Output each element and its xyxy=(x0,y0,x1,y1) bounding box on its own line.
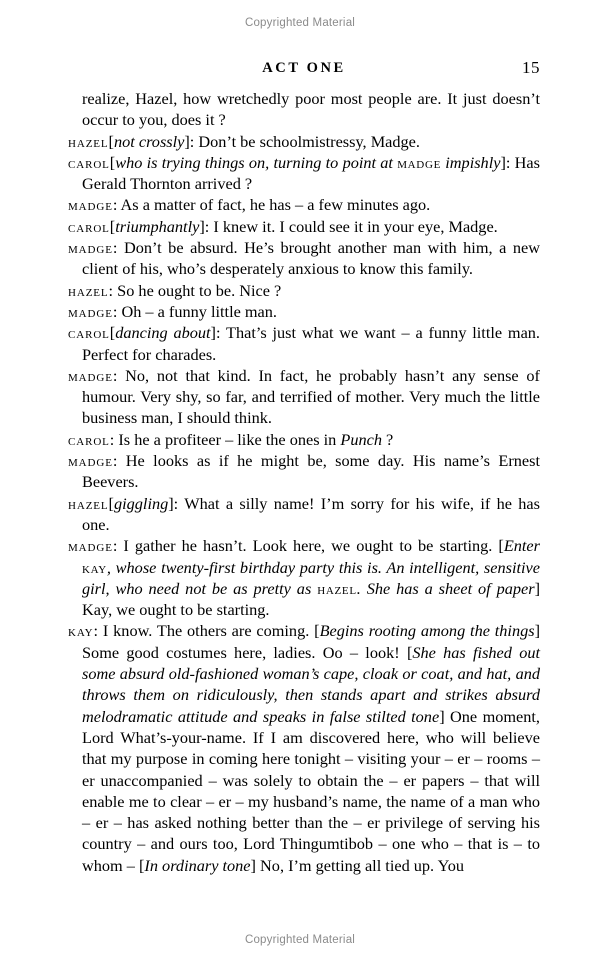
bracket-open: [ xyxy=(108,131,114,151)
stage-direction: triumphantly xyxy=(115,216,200,236)
stage-direction: dancing about xyxy=(115,323,211,343)
speech-line xyxy=(68,216,540,237)
stage-direction: In ordinary tone xyxy=(144,855,251,875)
speech-text: Oh – a funny little man. xyxy=(121,301,277,321)
speech-text: I know. The others are coming. xyxy=(102,621,310,641)
cue-colon: : xyxy=(173,493,179,513)
cue-colon: : xyxy=(112,238,118,258)
speech-text: Don’t be absurd. He’s brought another man with him, a new client of his, who’s desperately anxious to know this family. xyxy=(82,238,540,279)
speech-line xyxy=(68,152,540,195)
character-cue: madge xyxy=(68,451,113,471)
bracket-open: [ xyxy=(109,216,116,236)
speech-line xyxy=(68,450,540,493)
character-cue: carol xyxy=(68,152,110,172)
cue-colon: : xyxy=(109,429,115,449)
cue-colon: : xyxy=(505,152,511,172)
speech-line xyxy=(68,429,540,450)
character-cue: carol xyxy=(68,216,110,236)
bracket-open: [ xyxy=(406,642,413,662)
stage-direction: who is trying things on, turning to point at xyxy=(115,152,398,172)
bracket-close: ] xyxy=(534,578,541,598)
speech-text: Some good costumes here, ladies. Oo – look! xyxy=(82,642,400,662)
stage-direction: , whose twenty-first birthday party this is. An intelligent, sensitive girl, who need not be as pretty as xyxy=(82,557,540,598)
cue-colon: : xyxy=(112,365,118,385)
speech-line xyxy=(68,280,540,301)
character-cue: hazel xyxy=(68,131,109,151)
speech-text: I gather he hasn’t. Look here, we ought to be starting. xyxy=(123,536,493,556)
speech-text: I knew it. I could see it in your eye, Madge. xyxy=(213,216,498,236)
character-cue: madge xyxy=(68,365,113,385)
cue-colon: : xyxy=(215,323,221,343)
speech-text: Don’t be schoolmistressy, Madge. xyxy=(198,131,420,151)
character-cue: madge xyxy=(68,536,113,556)
speech-line xyxy=(68,535,540,620)
character-cue: madge xyxy=(68,195,113,215)
speech-text: Kay, we ought to be starting. xyxy=(82,600,270,620)
character-cue: madge xyxy=(68,301,113,321)
page-number: 15 xyxy=(522,58,540,77)
bracket-close: ] xyxy=(184,131,190,151)
bracket-open: [ xyxy=(109,152,116,172)
carryover-paragraph xyxy=(68,88,540,131)
speech-line xyxy=(68,194,540,215)
speech-text: That’s just what we want – a funny little man. Perfect for charades. xyxy=(82,323,541,364)
stage-direction: impishly xyxy=(441,152,501,172)
stage-direction: giggling xyxy=(113,493,169,513)
character-cue: madge xyxy=(68,238,113,258)
speech-line xyxy=(68,322,540,365)
running-head xyxy=(68,60,540,80)
cue-colon: : xyxy=(112,536,118,556)
stage-direction: Begins rooting among the things xyxy=(319,621,535,641)
cue-colon: : xyxy=(204,216,210,236)
cue-colon: : xyxy=(112,451,118,471)
speech-line xyxy=(68,493,540,536)
stage-direction: She has fished out some absurd old-fashioned woman’s cape, cloak or coat, and hat, and throws them on ridiculously, then stands apart and strikes absurd melodramatic attitude and speaks in false stilted tone xyxy=(82,642,541,726)
character-cue: carol xyxy=(68,323,110,343)
bracket-open: [ xyxy=(109,323,116,343)
bracket-open: [ xyxy=(139,855,145,875)
speech-line xyxy=(68,237,540,280)
character-cue: hazel xyxy=(68,493,109,513)
bracket-open: [ xyxy=(498,536,504,556)
stage-direction-character: madge xyxy=(397,152,442,172)
speech-line xyxy=(68,131,540,152)
speech-text: Is he a profiteer – like the ones in xyxy=(118,429,341,449)
stage-direction-character: kay xyxy=(82,557,107,577)
character-cue: carol xyxy=(68,429,110,449)
speech-text: Has Gerald Thornton arrived ? xyxy=(82,152,540,194)
bracket-open: [ xyxy=(108,493,114,513)
speech-text: One moment, Lord What’s-your-name. If I am discovered here, who will believe that my purpose in coming here tonight – visiting your – er – rooms – er unaccompanied – was solely to obtain the – er papers – that will enable me to clear – er – my husband’s name, the name of a man who – er – has asked nothing better than the – er privilege of serving his country – and ours too, Lord Thingumtibob – one who – that is – to whom – xyxy=(82,706,541,875)
copyright-watermark-top: Copyrighted Material xyxy=(244,17,356,29)
stage-direction: . She has a sheet of paper xyxy=(356,578,535,598)
stage-direction: Enter xyxy=(503,536,540,556)
speech-text: ? xyxy=(381,429,394,449)
cue-colon: : xyxy=(112,301,118,321)
bracket-close: ] xyxy=(534,621,540,641)
cue-colon: : xyxy=(189,131,195,151)
speech-text: What a silly name! I’m sorry for his wife, if he has one. xyxy=(82,493,540,534)
speech-line xyxy=(68,365,540,429)
publication-title: Punch xyxy=(340,429,382,449)
running-title: ACT ONE xyxy=(262,60,346,76)
stage-direction: not crossly xyxy=(113,131,185,151)
speech-line xyxy=(68,620,540,876)
character-cue: hazel xyxy=(68,280,109,300)
cue-colon: : xyxy=(112,195,118,215)
bracket-close: ] xyxy=(168,493,174,513)
stage-direction-character: hazel xyxy=(317,578,357,598)
speech-text: He looks as if he might be, some day. His name’s Ernest Beevers. xyxy=(82,451,540,492)
speech-line xyxy=(68,301,540,322)
bracket-close: ] xyxy=(439,706,445,726)
speech-text: So he ought to be. Nice ? xyxy=(117,280,282,300)
character-cue: kay xyxy=(68,621,94,641)
cue-colon: : xyxy=(108,280,114,300)
bracket-close: ] xyxy=(500,152,506,172)
speech-text: As a matter of fact, he has – a few minutes ago. xyxy=(120,195,431,215)
speech-text: No, I’m getting all tied up. You xyxy=(260,855,465,875)
copyright-watermark-bottom: Copyrighted Material xyxy=(244,934,356,946)
carryover-text: realize, Hazel, how wretchedly poor most people are. It just doesn’t occur to you, does it ? xyxy=(82,89,540,130)
bracket-close: ] xyxy=(199,216,205,236)
cue-colon: : xyxy=(93,621,99,641)
speech-text: No, not that kind. In fact, he probably hasn’t any sense of humour. Very shy, so far, and terrified of mother. Very much the little business man, I should think. xyxy=(82,365,540,428)
page-text-block xyxy=(68,88,540,876)
bracket-open: [ xyxy=(314,621,320,641)
bracket-close: ] xyxy=(250,855,256,875)
bracket-close: ] xyxy=(210,323,216,343)
